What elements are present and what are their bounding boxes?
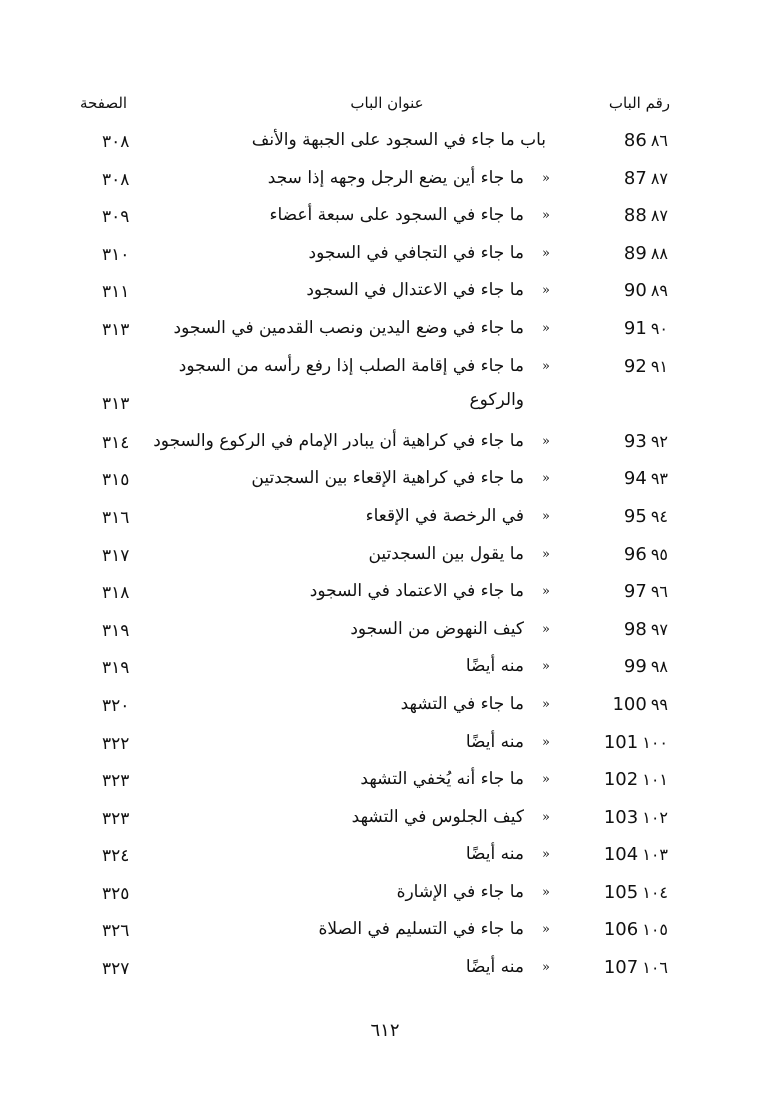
ditto-mark: » (542, 546, 550, 562)
chapter-number-arabic: ٨٨ (650, 243, 668, 263)
table-row (0, 310, 764, 348)
chapter-number-latin: 94 (623, 468, 647, 490)
chapter-title (268, 168, 524, 188)
table-row (0, 911, 764, 949)
table-row (0, 949, 764, 987)
table-row (0, 611, 764, 649)
chapter-number (624, 130, 668, 151)
chapter-number-arabic: ٩٥ (650, 544, 668, 564)
table-row (0, 874, 764, 912)
ditto-mark: » (542, 960, 550, 976)
chapter-title (360, 769, 524, 789)
ditto-mark: » (542, 433, 550, 449)
chapter-number (624, 506, 668, 527)
chapter-number (624, 468, 668, 489)
chapter-number-arabic: ٨٧ (650, 206, 668, 226)
ditto-mark: » (542, 245, 550, 261)
chapter-title (179, 356, 524, 410)
ditto-mark: » (542, 847, 550, 863)
page-number: ٦١٢ (370, 1020, 400, 1041)
chapter-title (153, 431, 524, 451)
chapter-number (624, 318, 668, 339)
ditto-mark: » (542, 208, 550, 224)
chapter-number (624, 280, 668, 301)
table-row (0, 536, 764, 574)
page-ref: ٣١٣ (102, 319, 130, 340)
chapter-number (624, 205, 668, 226)
table-row (0, 761, 764, 799)
page-ref: ٣١٥ (102, 470, 130, 491)
chapter-number (604, 807, 668, 828)
chapter-number-arabic: ٩١ (650, 356, 668, 376)
chapter-title-text: ما جاء في إقامة الصلب إذا رفع رأسه من السجود (178, 355, 524, 376)
ditto-mark: » (542, 772, 550, 788)
page-ref: ٣١٤ (102, 432, 130, 453)
page-ref: ٣٢٥ (102, 883, 130, 904)
table-row (0, 836, 764, 874)
chapter-number-latin: 99 (623, 656, 647, 678)
chapter-number (604, 732, 668, 753)
page-ref: ٣٠٩ (102, 207, 130, 228)
page-ref: ٣٢٦ (102, 921, 130, 942)
page-ref: ٣١٩ (102, 658, 130, 679)
chapter-title (270, 205, 525, 225)
chapter-title (309, 243, 524, 263)
chapter-number-arabic: ٩٤ (650, 506, 668, 526)
chapter-number-latin: 105 (603, 881, 639, 903)
chapter-title-text: ما جاء أين يضع الرجل وجهه إذا سجد (267, 167, 524, 188)
chapter-title-text: ما جاء في التشهد (400, 693, 524, 714)
chapter-number (604, 769, 668, 790)
chapter-title (466, 844, 524, 864)
chapter-number-latin: 104 (603, 844, 639, 866)
page-ref: ٣١٠ (102, 244, 130, 265)
chapter-title-text: منه أيضًا (465, 844, 524, 865)
table-row (0, 348, 764, 423)
table-row (0, 423, 764, 461)
chapter-number (624, 356, 668, 377)
ditto-mark: » (542, 283, 550, 299)
chapter-number-arabic: ٩٠ (650, 318, 668, 338)
chapter-title-text: ما جاء في كراهية أن يبادر الإمام في الركوع والسجود (153, 430, 524, 451)
chapter-title-text: ما جاء في السجود على سبعة أعضاء (269, 205, 524, 226)
page-ref: ٣١٩ (102, 620, 130, 641)
ditto-mark: » (542, 584, 550, 600)
ditto-mark: » (542, 922, 550, 938)
chapter-title-text: ما جاء في كراهية الإقعاء بين السجدتين (251, 468, 524, 489)
page-ref: ٣٠٨ (102, 132, 130, 152)
chapter-number (612, 694, 668, 715)
chapter-title (318, 919, 524, 939)
chapter-number (624, 544, 668, 565)
page-ref: ٣٢٧ (102, 959, 130, 980)
page-ref: ٣١١ (102, 282, 130, 303)
chapter-title-text: في الرخصة في الإقعاء (365, 505, 524, 526)
chapter-number-latin: 107 (603, 957, 639, 979)
chapter-title-text: كيف الجلوس في التشهد (351, 806, 524, 827)
chapter-title-text: ما جاء في التجافي في السجود (308, 242, 524, 263)
table-row (0, 197, 764, 235)
chapter-number (604, 882, 668, 903)
chapter-number-arabic: ٨٧ (650, 168, 668, 188)
table-row (0, 573, 764, 611)
chapter-number (604, 919, 668, 940)
chapter-title (366, 506, 524, 526)
index-table (0, 122, 764, 987)
chapter-number-arabic: ١٠١ (642, 770, 668, 790)
chapter-title (368, 544, 524, 564)
chapter-number-arabic: ١٠٥ (642, 920, 668, 940)
chapter-number-latin: 92 (623, 355, 647, 377)
chapter-title (310, 581, 524, 601)
chapter-title (251, 468, 524, 488)
chapter-number-latin: 89 (623, 242, 647, 264)
chapter-number-latin: 91 (623, 317, 647, 339)
chapter-number (624, 581, 668, 602)
chapter-number-latin: 98 (623, 618, 647, 640)
chapter-number-latin: 106 (603, 919, 639, 941)
table-row (0, 799, 764, 837)
chapter-title-text: ما يقول بين السجدتين (368, 543, 524, 564)
chapter-number-arabic: ١٠٦ (642, 958, 668, 978)
chapter-title-text: ما جاء في الاعتماد في السجود (309, 581, 524, 602)
chapter-number (604, 957, 668, 978)
chapter-title-text: ما جاء أنه يُخفي التشهد (360, 769, 524, 790)
chapter-number-latin: 102 (603, 769, 639, 791)
chapter-number-latin: 101 (603, 731, 639, 753)
chapter-title-text: ما جاء في الاعتدال في السجود (306, 280, 524, 301)
chapter-number-latin: 86 (623, 130, 647, 151)
chapter-number-arabic: ٨٦ (650, 131, 668, 150)
header-chapter-number: رقم الباب (608, 94, 670, 112)
chapter-number-latin: 97 (623, 581, 647, 603)
chapter-number-latin: 95 (623, 505, 647, 527)
table-row (0, 686, 764, 724)
ditto-mark: » (542, 809, 550, 825)
chapter-title (352, 807, 524, 827)
chapter-title (466, 957, 524, 977)
chapter-number (604, 844, 668, 865)
header-page: الصفحة (80, 94, 128, 112)
chapter-number (624, 243, 668, 264)
chapter-title (252, 130, 546, 150)
page-ref: ٣٢٢ (102, 733, 130, 754)
chapter-number-arabic: ٩٢ (650, 431, 668, 451)
table-row (0, 272, 764, 310)
chapter-number-arabic: ١٠٠ (642, 732, 668, 752)
chapter-number-latin: 90 (623, 280, 647, 302)
chapter-number-latin: 93 (623, 430, 647, 452)
ditto-mark: » (542, 884, 550, 900)
ditto-mark: » (542, 659, 550, 675)
chapter-title-text: باب ما جاء في السجود على الجبهة والأنف (251, 130, 546, 150)
chapter-title-text: ما جاء في التسليم في الصلاة (318, 919, 524, 940)
chapter-number-latin: 88 (623, 205, 647, 227)
table-row (0, 122, 764, 160)
page-ref: ٣٢٣ (102, 771, 130, 792)
chapter-number-arabic: ١٠٤ (642, 882, 668, 902)
table-row (0, 235, 764, 273)
chapter-number (624, 656, 668, 677)
page-ref: ٣٢٣ (102, 808, 130, 829)
chapter-number-latin: 100 (612, 693, 647, 715)
table-row (0, 160, 764, 198)
chapter-number (624, 619, 668, 640)
ditto-mark: » (542, 471, 550, 487)
chapter-title (350, 619, 524, 639)
chapter-number-arabic: ٩٣ (650, 469, 668, 489)
chapter-title-text: منه أيضًا (465, 731, 524, 752)
chapter-number (624, 431, 668, 452)
ditto-mark: » (542, 696, 550, 712)
chapter-title-continuation: والركوع (469, 389, 524, 410)
chapter-number-arabic: ٩٧ (650, 619, 668, 639)
chapter-title-text: ما جاء في وضع اليدين ونصب القدمين في السجود (173, 317, 524, 338)
table-row (0, 724, 764, 762)
chapter-number-arabic: ٩٨ (650, 657, 668, 677)
chapter-title (397, 882, 524, 902)
chapter-number-arabic: ١٠٣ (642, 845, 668, 865)
chapter-title (306, 280, 524, 300)
ditto-mark: » (542, 734, 550, 750)
page-ref: ٣١٨ (102, 583, 130, 604)
table-row (0, 460, 764, 498)
ditto-mark: » (542, 621, 550, 637)
chapter-title (401, 694, 524, 714)
chapter-number-latin: 96 (623, 543, 647, 565)
chapter-title (174, 318, 524, 338)
chapter-number-arabic: ٩٦ (650, 582, 668, 602)
chapter-title-text: كيف النهوض من السجود (350, 618, 524, 639)
ditto-mark: » (542, 170, 550, 186)
chapter-number-arabic: ٩٩ (650, 694, 668, 714)
page-ref: ٣٢٤ (102, 846, 130, 867)
ditto-mark: » (542, 320, 550, 336)
chapter-number-latin: 103 (603, 806, 639, 828)
page-ref: ٣١٦ (102, 507, 130, 528)
table-row (0, 648, 764, 686)
chapter-title (466, 732, 524, 752)
page-ref: ٣٠٨ (102, 169, 130, 190)
page-ref: ٣١٧ (102, 545, 130, 566)
page-ref: ٣٢٠ (102, 695, 130, 716)
ditto-mark: » (542, 508, 550, 524)
chapter-title-text: ما جاء في الإشارة (396, 881, 524, 902)
table-row (0, 498, 764, 536)
ditto-mark: » (542, 358, 550, 374)
chapter-number-arabic: ١٠٢ (642, 807, 668, 827)
chapter-number-arabic: ٨٩ (650, 281, 668, 301)
page-ref: ٣١٣ (102, 393, 130, 414)
header-chapter-title: عنوان الباب (350, 94, 424, 112)
chapter-title-text: منه أيضًا (465, 957, 524, 978)
chapter-number (624, 168, 668, 189)
chapter-title-text: منه أيضًا (465, 656, 524, 677)
chapter-title (466, 656, 524, 676)
chapter-number-latin: 87 (623, 167, 647, 189)
